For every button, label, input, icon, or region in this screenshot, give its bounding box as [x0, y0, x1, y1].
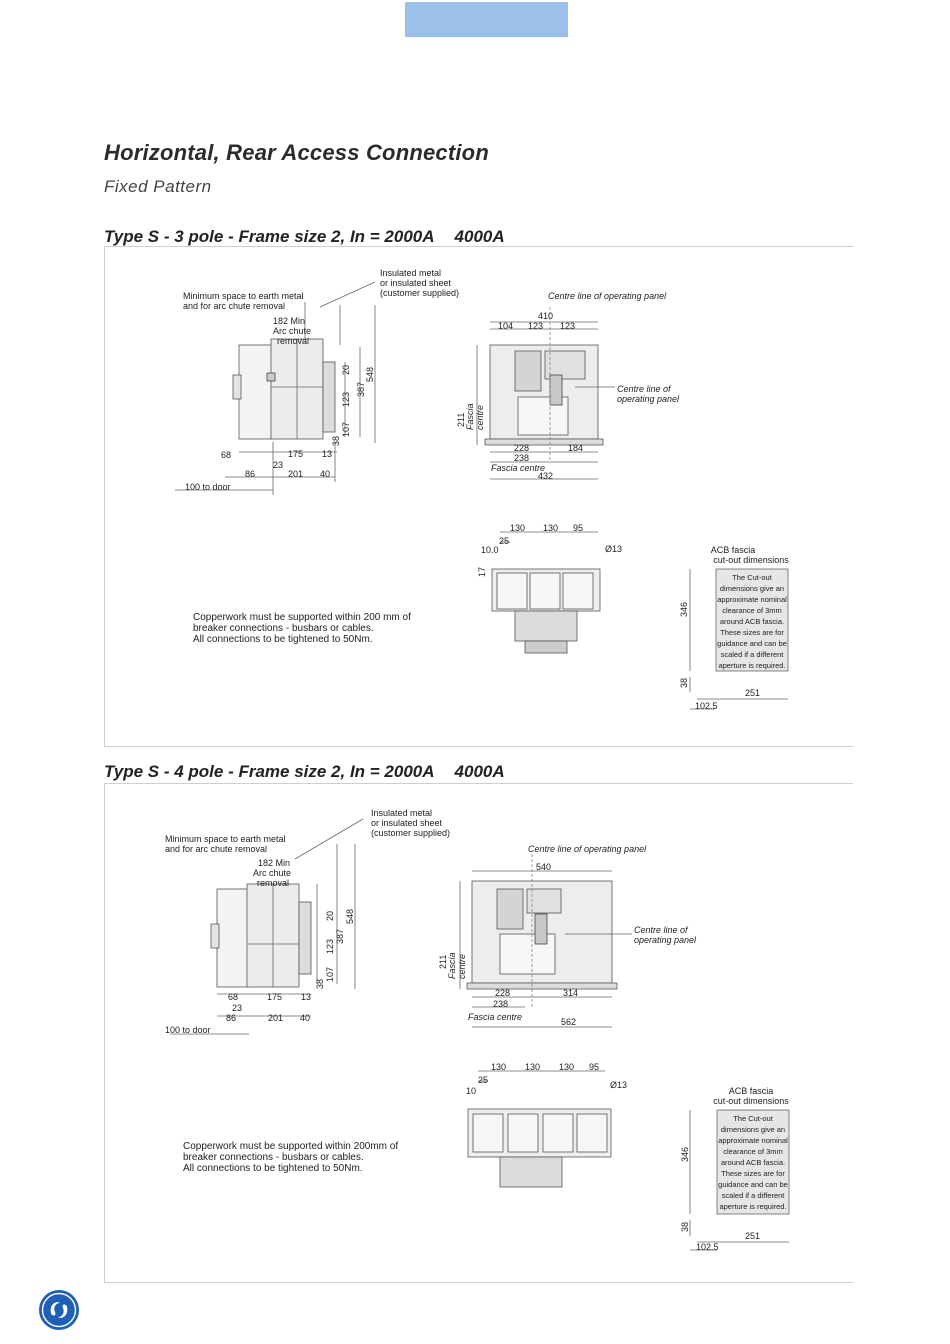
svg-text:approximate nominal: approximate nominal	[717, 595, 787, 604]
dim-13: 13	[301, 992, 312, 1002]
dim-228: 228	[495, 988, 511, 998]
svg-text:breaker connections - busbars: breaker connections - busbars or cables.	[193, 623, 374, 634]
svg-text:cut-out dimensions: cut-out dimensions	[713, 555, 789, 565]
rear-dim-130-b: 130	[543, 523, 559, 533]
section-heading-3-pole: Type S - 3 pole - Frame size 2, In = 2000A 4000A	[104, 227, 505, 246]
centre-line-top-label: Centre line of operating panel	[528, 844, 647, 854]
dim-123-b: 123	[560, 321, 576, 331]
fascia-centre-vertical-2: centre	[475, 404, 485, 430]
rear-dim-17: 17	[477, 566, 487, 577]
dim-13: 13	[322, 449, 333, 459]
dim-175: 175	[288, 449, 304, 459]
svg-text:aperture is required.: aperture is required.	[719, 1202, 787, 1211]
header-color-bar	[405, 2, 568, 37]
dim-107: 107	[325, 966, 335, 982]
rear-dim-95: 95	[573, 523, 584, 533]
svg-text:ACB fascia: ACB fascia	[710, 545, 756, 555]
svg-text:dimensions give an: dimensions give an	[719, 584, 785, 593]
dim-562: 562	[561, 1017, 577, 1027]
dim-211: 211	[456, 412, 466, 427]
svg-text:clearance of 3mm: clearance of 3mm	[723, 1147, 783, 1156]
svg-text:around ACB fascia.: around ACB fascia.	[719, 617, 785, 626]
centre-line-side-label-2: operating panel	[617, 394, 680, 404]
rear-dim-10: 10.0	[481, 545, 499, 555]
cutout-dim-251: 251	[745, 1231, 761, 1241]
centre-line-side-label-2: operating panel	[634, 935, 697, 945]
arc-chute-label-3: removal	[277, 336, 310, 346]
dim-20: 20	[325, 910, 335, 921]
front-view-4-pole	[438, 844, 697, 1027]
svg-text:guidance and can be: guidance and can be	[718, 1180, 788, 1189]
svg-text:guidance and can be: guidance and can be	[717, 639, 787, 648]
arc-chute-label-3: removal	[257, 878, 290, 888]
dim-104: 104	[498, 321, 514, 331]
rear-dim-25: 25	[478, 1075, 489, 1085]
front-view-3-pole	[456, 291, 680, 481]
dim-23: 23	[273, 460, 284, 470]
fascia-centre-horizontal: Fascia centre	[491, 463, 546, 473]
arc-chute-label-2: Arc chute	[253, 868, 292, 878]
drawing-4-pole	[105, 784, 853, 1282]
dim-123: 123	[341, 391, 351, 407]
cutout-dimensions-4-pole	[680, 1086, 789, 1252]
insulated-label-2: or insulated sheet	[380, 278, 452, 288]
dim-211: 211	[438, 954, 448, 969]
copperwork-note-3-pole	[193, 612, 411, 645]
dim-123: 123	[325, 938, 335, 954]
dim-20: 20	[341, 364, 351, 375]
section-heading-4-pole: Type S - 4 pole - Frame size 2, In = 2000A 4000A	[104, 762, 505, 781]
svg-text:aperture is required.: aperture is required.	[718, 661, 786, 670]
insulated-label-2: or insulated sheet	[371, 818, 443, 828]
fascia-centre-vertical: Fascia	[447, 952, 457, 979]
svg-text:clearance of 3mm: clearance of 3mm	[722, 606, 782, 615]
dim-123-a: 123	[528, 321, 544, 331]
rear-dim-25: 25	[499, 536, 510, 546]
svg-text:The Cut-out: The Cut-out	[733, 1114, 773, 1123]
svg-text:dimensions give an: dimensions give an	[720, 1125, 786, 1134]
rear-dim-95: 95	[589, 1062, 600, 1072]
dim-201: 201	[288, 469, 304, 479]
cutout-dim-38: 38	[680, 1221, 690, 1232]
arc-chute-label-2: Arc chute	[273, 326, 312, 336]
min-space-label-2: and for arc chute removal	[183, 301, 286, 311]
centre-line-top-label: Centre line of operating panel	[548, 291, 667, 301]
centre-line-side-label: Centre line of	[617, 384, 671, 394]
dim-238: 238	[493, 999, 509, 1009]
dim-40: 40	[320, 469, 331, 479]
svg-text:scaled if a different: scaled if a different	[720, 650, 784, 659]
centre-line-side-label: Centre line of	[634, 925, 688, 935]
page-subtitle: Fixed Pattern	[104, 177, 212, 196]
dim-228: 228	[514, 443, 530, 453]
min-space-label: Minimum space to earth metal	[183, 291, 304, 301]
min-space-label: Minimum space to earth metal	[165, 834, 286, 844]
dim-184: 184	[568, 443, 584, 453]
svg-text:around ACB fascia.: around ACB fascia.	[720, 1158, 786, 1167]
drawing-3-pole	[105, 247, 853, 746]
rear-dim-130-a: 130	[510, 523, 526, 533]
dim-86: 86	[245, 469, 256, 479]
dim-548: 548	[365, 366, 375, 382]
cutout-dimensions-3-pole	[679, 545, 789, 711]
fascia-centre-vertical-2: centre	[457, 953, 467, 979]
svg-text:scaled if a different: scaled if a different	[721, 1191, 785, 1200]
rear-dim-130-c: 130	[559, 1062, 575, 1072]
rear-dim-130-b: 130	[525, 1062, 541, 1072]
cutout-dim-251: 251	[745, 688, 761, 698]
arc-chute-label: 182 Min	[273, 316, 306, 326]
side-view-3-pole	[175, 268, 459, 495]
svg-text:All connections to be tightene: All connections to be tightened to 50Nm.	[193, 634, 373, 645]
fascia-centre-horizontal: Fascia centre	[468, 1012, 523, 1022]
insulated-label-3: (customer supplied)	[380, 288, 460, 298]
dim-540: 540	[536, 862, 552, 872]
dim-387: 387	[356, 381, 366, 397]
cutout-dim-38: 38	[679, 677, 689, 688]
svg-text:Copperwork must be supported w: Copperwork must be supported within 200 mm of	[193, 612, 411, 623]
svg-text:cut-out dimensions: cut-out dimensions	[713, 1096, 789, 1106]
min-space-label-2: and for arc chute removal	[165, 844, 268, 854]
door-label: 100 to door	[165, 1025, 211, 1035]
svg-text:These sizes are for: These sizes are for	[720, 628, 784, 637]
door-label: 100 to door	[185, 482, 231, 492]
dim-175: 175	[267, 992, 283, 1002]
svg-text:Copperwork must be supported w: Copperwork must be supported within 200mm of	[183, 1141, 399, 1152]
insulated-label: Insulated metal	[371, 808, 433, 818]
dim-68: 68	[228, 992, 239, 1002]
rear-hole-label: Ø13	[605, 544, 623, 554]
svg-text:The Cut-out: The Cut-out	[732, 573, 772, 582]
rear-hole-label: Ø13	[610, 1080, 628, 1090]
svg-text:approximate nominal: approximate nominal	[718, 1136, 788, 1145]
arc-chute-label: 182 Min	[258, 858, 291, 868]
cutout-dim-346: 346	[679, 601, 689, 617]
svg-text:ACB fascia: ACB fascia	[728, 1086, 774, 1096]
dim-410: 410	[538, 311, 554, 321]
cutout-dim-1025: 102.5	[695, 701, 718, 711]
dim-38: 38	[315, 978, 325, 989]
dim-432: 432	[538, 471, 554, 481]
cutout-dim-346: 346	[680, 1146, 690, 1162]
page-title: Horizontal, Rear Access Connection	[104, 140, 489, 165]
rear-dim-10: 10	[466, 1086, 477, 1096]
dim-314: 314	[563, 988, 579, 998]
dim-23: 23	[232, 1003, 243, 1013]
rear-view-3-pole	[477, 523, 622, 653]
insulated-label: Insulated metal	[380, 268, 442, 278]
dim-548: 548	[345, 908, 355, 924]
dim-201: 201	[268, 1013, 284, 1023]
dim-40: 40	[300, 1013, 311, 1023]
ge-monogram-icon	[38, 1289, 80, 1331]
svg-text:breaker connections - busbars: breaker connections - busbars or cables.	[183, 1152, 364, 1163]
drawing-panel-4-pole	[104, 783, 853, 1283]
svg-text:All connections to be tightene: All connections to be tightened to 50Nm.	[183, 1163, 363, 1174]
rear-dim-130-a: 130	[491, 1062, 507, 1072]
side-view-4-pole	[165, 808, 450, 1035]
dim-238: 238	[514, 453, 530, 463]
dim-107: 107	[341, 421, 351, 437]
dim-68: 68	[221, 450, 232, 460]
insulated-label-3: (customer supplied)	[371, 828, 451, 838]
cutout-dim-1025: 102.5	[696, 1242, 719, 1252]
drawing-panel-3-pole	[104, 246, 853, 747]
fascia-centre-vertical: Fascia	[465, 403, 475, 430]
rear-view-4-pole	[466, 1062, 627, 1187]
dim-38: 38	[331, 435, 341, 446]
copperwork-note-4-pole	[183, 1141, 398, 1174]
svg-text:These sizes are for: These sizes are for	[721, 1169, 785, 1178]
dim-387: 387	[335, 928, 345, 944]
dim-86: 86	[226, 1013, 237, 1023]
